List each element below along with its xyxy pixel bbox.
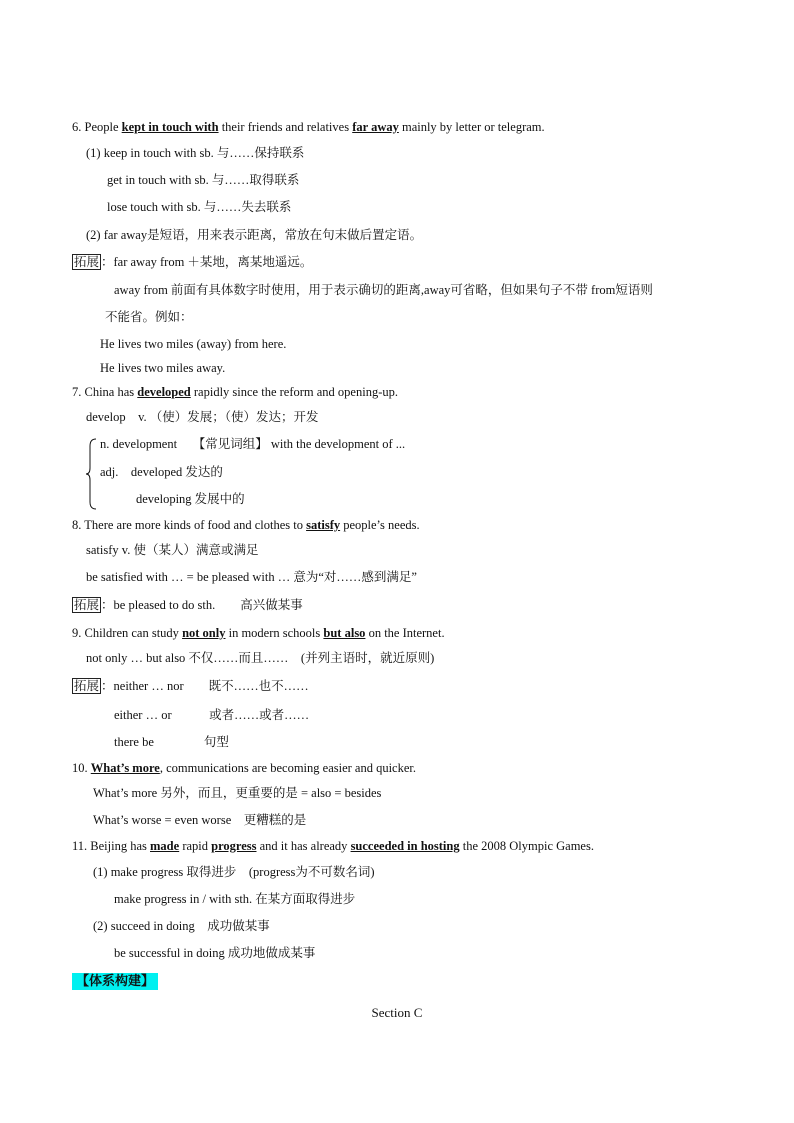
item-6-phrase-2: (2) far away是短语，用来表示距离，常放在句末做后置定语。 <box>86 228 423 242</box>
keyword: not only <box>182 626 226 640</box>
item-6-phrase-1: (1) keep in touch with sb. 与……保持联系 <box>86 146 305 160</box>
item-11-phrase-1: (1) make progress 取得进步 (progress为不可数名词) <box>93 865 375 879</box>
keyword: but also <box>323 626 366 640</box>
item-10-sentence: 10. What’s more, communications are becoming easier and quicker. <box>72 761 417 775</box>
curly-brace-icon <box>86 438 98 510</box>
item-6-sentence: 6. People kept in touch with their friends and relatives far away mainly by letter or telegram. <box>72 120 545 134</box>
item-9-extension-3: there be 句型 <box>114 735 229 749</box>
item-9-extension-2: either … or 或者……或者…… <box>114 708 310 722</box>
item-11-phrase-2b: be successful in doing 成功地做成某事 <box>114 946 316 960</box>
keyword: What’s more <box>90 761 160 775</box>
item-7-adj: adj. developed 发达的 <box>100 465 223 479</box>
extension-label: 拓展 <box>74 679 100 693</box>
keyword: satisfy <box>306 518 341 532</box>
item-9-extension: 拓展 ：neither … nor 既不……也不…… <box>74 679 309 693</box>
extension-label: 拓展 <box>74 598 100 612</box>
item-6-example-1: He lives two miles (away) from here. <box>100 337 287 351</box>
item-6-note-1: away from 前面有具体数字时使用，用于表示确切的距离,away可省略，但如果句子不带 from短语则 <box>114 283 653 297</box>
item-11-sentence: 11. Beijing has made rapid progress and it has already succeeded in hosting the 2008 Olympic Games. <box>72 839 594 853</box>
item-8-definition: satisfy v. 使（某人）满意或满足 <box>86 543 259 557</box>
keyword: developed <box>137 385 191 399</box>
keyword: kept in touch with <box>121 120 219 134</box>
section-c-heading: Section C <box>371 1005 423 1020</box>
item-10-definition-1: What’s more 另外，而且，更重要的是 = also = besides <box>93 786 382 800</box>
item-7-definition: develop v. （使）发展；（使）发达；开发 <box>86 410 319 424</box>
item-11-phrase-1b: make progress in / with sth. 在某方面取得进步 <box>114 892 356 906</box>
item-8-sentence: 8. There are more kinds of food and clothes to satisfy people’s needs. <box>72 518 420 532</box>
item-8-extension: 拓展 ：be pleased to do sth. 高兴做某事 <box>74 598 303 612</box>
item-8-definition-2: be satisfied with … = be pleased with … 意为“对……感到满足” <box>86 570 417 584</box>
item-6-note-2: 不能省。例如： <box>105 310 193 324</box>
keyword: progress <box>211 839 257 853</box>
item-6-extension: 拓展 ：far away from ＋某地，离某地遥远。 <box>74 255 313 269</box>
item-6-phrase-1c: lose touch with sb. 与……失去联系 <box>107 200 292 214</box>
item-6-example-2: He lives two miles away. <box>100 361 226 375</box>
section-build-heading: 【体系构建】 <box>72 973 158 990</box>
keyword: made <box>150 839 180 853</box>
item-7-noun: n. development 【常见词组】 with the development of ... <box>100 437 406 451</box>
keyword: far away <box>352 120 399 134</box>
item-6-phrase-1b: get in touch with sb. 与……取得联系 <box>107 173 300 187</box>
item-9-definition: not only … but also 不仅……而且…… (并列主语时，就近原则) <box>86 651 435 665</box>
extension-label: 拓展 <box>74 255 100 269</box>
item-7-adj-2: developing 发展中的 <box>136 492 245 506</box>
item-9-sentence: 9. Children can study not only in modern schools but also on the Internet. <box>72 626 445 640</box>
keyword: succeeded in hosting <box>350 839 460 853</box>
item-7-sentence: 7. China has developed rapidly since the reform and opening-up. <box>72 385 398 399</box>
item-10-definition-2: What’s worse = even worse 更糟糕的是 <box>93 813 307 827</box>
item-11-phrase-2: (2) succeed in doing 成功做某事 <box>93 919 270 933</box>
